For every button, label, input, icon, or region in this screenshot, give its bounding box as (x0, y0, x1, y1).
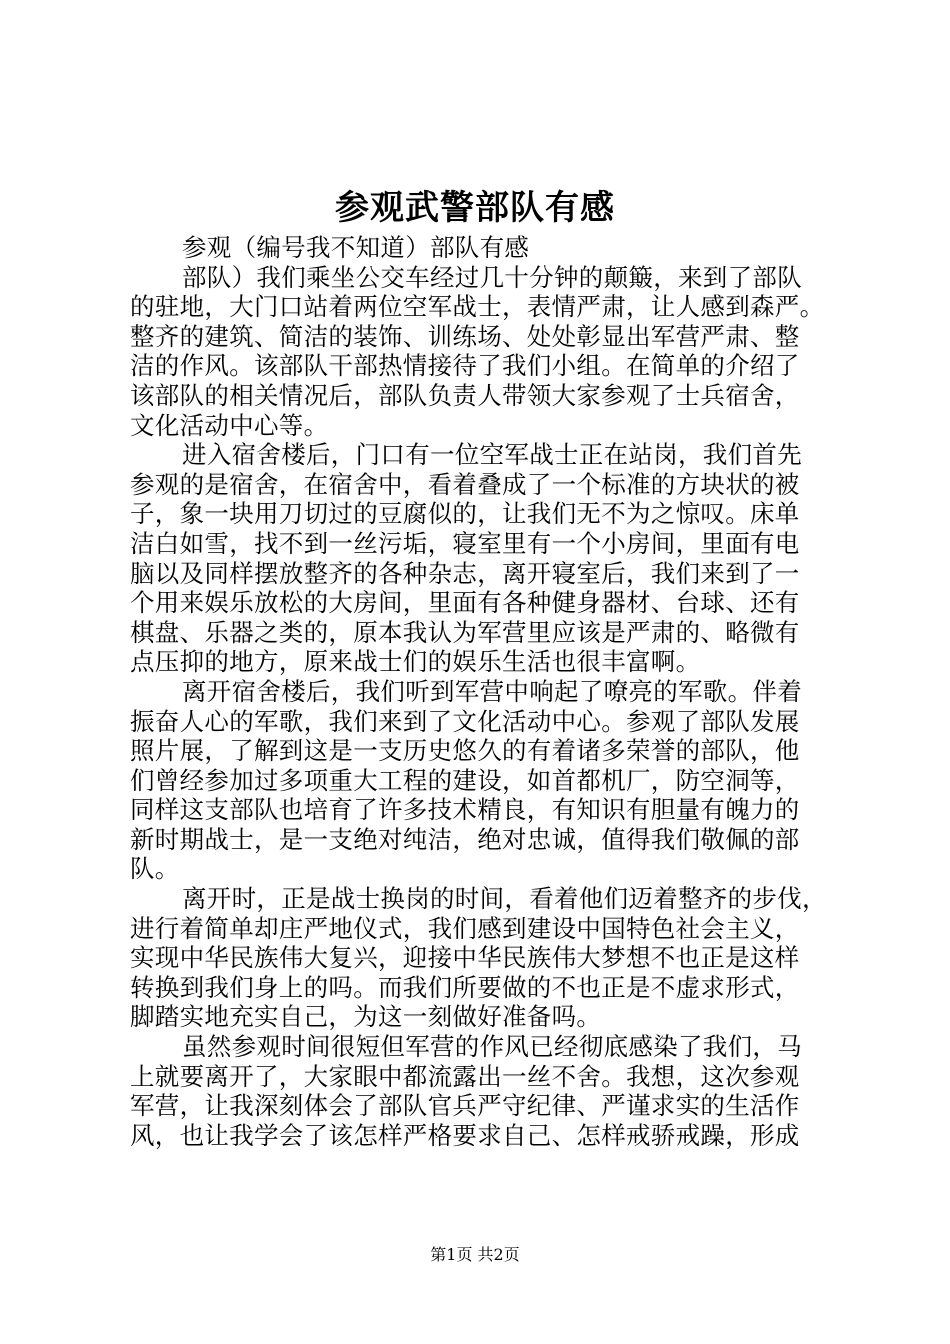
text-line: 洁白如雪，找不到一丝污垢，寝室里有一个小房间，里面有电 (130, 528, 800, 558)
text-line: 军营，让我深刻体会了部队官兵严守纪律、严谨求实的生活作 (130, 1091, 800, 1121)
text-line: 振奋人心的军歌，我们来到了文化活动中心。参观了部队发展 (130, 706, 800, 736)
text-line: 文化活动中心等。 (130, 410, 329, 440)
text-line: 脚踏实地充实自己，为这一刻做好准备吗。 (130, 1002, 602, 1032)
text-line: 子，象一块用刀切过的豆腐似的，让我们无不为之惊叹。床单 (130, 499, 800, 529)
text-line: 同样这支部队也培育了许多技术精良，有知识有胆量有魄力的 (130, 795, 800, 825)
text-line: 的驻地，大门口站着两位空军战士，表情严肃，让人感到森严。 (130, 292, 825, 322)
text-line: 风，也让我学会了该怎样严格要求自己、怎样戒骄戒躁，形成 (130, 1120, 800, 1150)
text-line: 进行着简单却庄严地仪式，我们感到建设中国特色社会主义， (130, 913, 800, 943)
text-line: 离开时，正是战士换岗的时间，看着他们迈着整齐的步伐， (182, 884, 827, 914)
page-footer: 第1页 共2页 (430, 1245, 520, 1264)
text-line: 转换到我们身上的吗。而我们所要做的不也正是不虚求形式， (130, 972, 800, 1002)
text-line: 部队）我们乘坐公交车经过几十分钟的颠簸，来到了部队 (182, 262, 802, 292)
document-title: 参观武警部队有感 (335, 188, 615, 228)
text-line: 点压抑的地方，原来战士们的娱乐生活也很丰富啊。 (130, 647, 701, 677)
text-line: 队。 (130, 854, 180, 884)
text-line: 参观的是宿舍，在宿舍中，看着叠成了一个标准的方块状的被 (130, 469, 800, 499)
text-line: 洁的作风。该部队干部热情接待了我们小组。在简单的介绍了 (130, 351, 800, 381)
text-line: 们曾经参加过多项重大工程的建设，如首都机厂，防空洞等， (130, 765, 800, 795)
text-line: 虽然参观时间很短但军营的作风已经彻底感染了我们，马 (182, 1032, 802, 1062)
text-line: 整齐的建筑、简洁的装饰、训练场、处处彰显出军营严肃、整 (130, 321, 800, 351)
text-line: 个用来娱乐放松的大房间，里面有各种健身器材、台球、还有 (130, 588, 800, 618)
text-line: 离开宿舍楼后，我们听到军营中响起了嘹亮的军歌。伴着 (182, 676, 802, 706)
text-line: 实现中华民族伟大复兴，迎接中华民族伟大梦想不也正是这样 (130, 943, 800, 973)
document-body (130, 233, 835, 1150)
text-line: 脑以及同样摆放整齐的各种杂志，离开寝室后，我们来到了一 (130, 558, 800, 588)
text-line: 新时期战士，是一支绝对纯洁，绝对忠诚，值得我们敬佩的部 (130, 824, 800, 854)
text-line: 照片展，了解到这是一支历史悠久的有着诸多荣誉的部队，他 (130, 736, 800, 766)
text-line: 进入宿舍楼后，门口有一位空军战士正在站岗，我们首先 (182, 440, 802, 470)
text-line: 棋盘、乐器之类的，原本我认为军营里应该是严肃的、略微有 (130, 617, 800, 647)
text-line: 该部队的相关情况后，部队负责人带领大家参观了士兵宿舍， (130, 380, 800, 410)
text-line: 上就要离开了，大家眼中都流露出一丝不舍。我想，这次参观 (130, 1061, 800, 1091)
text-line: 参观（编号我不知道）部队有感 (182, 233, 530, 262)
